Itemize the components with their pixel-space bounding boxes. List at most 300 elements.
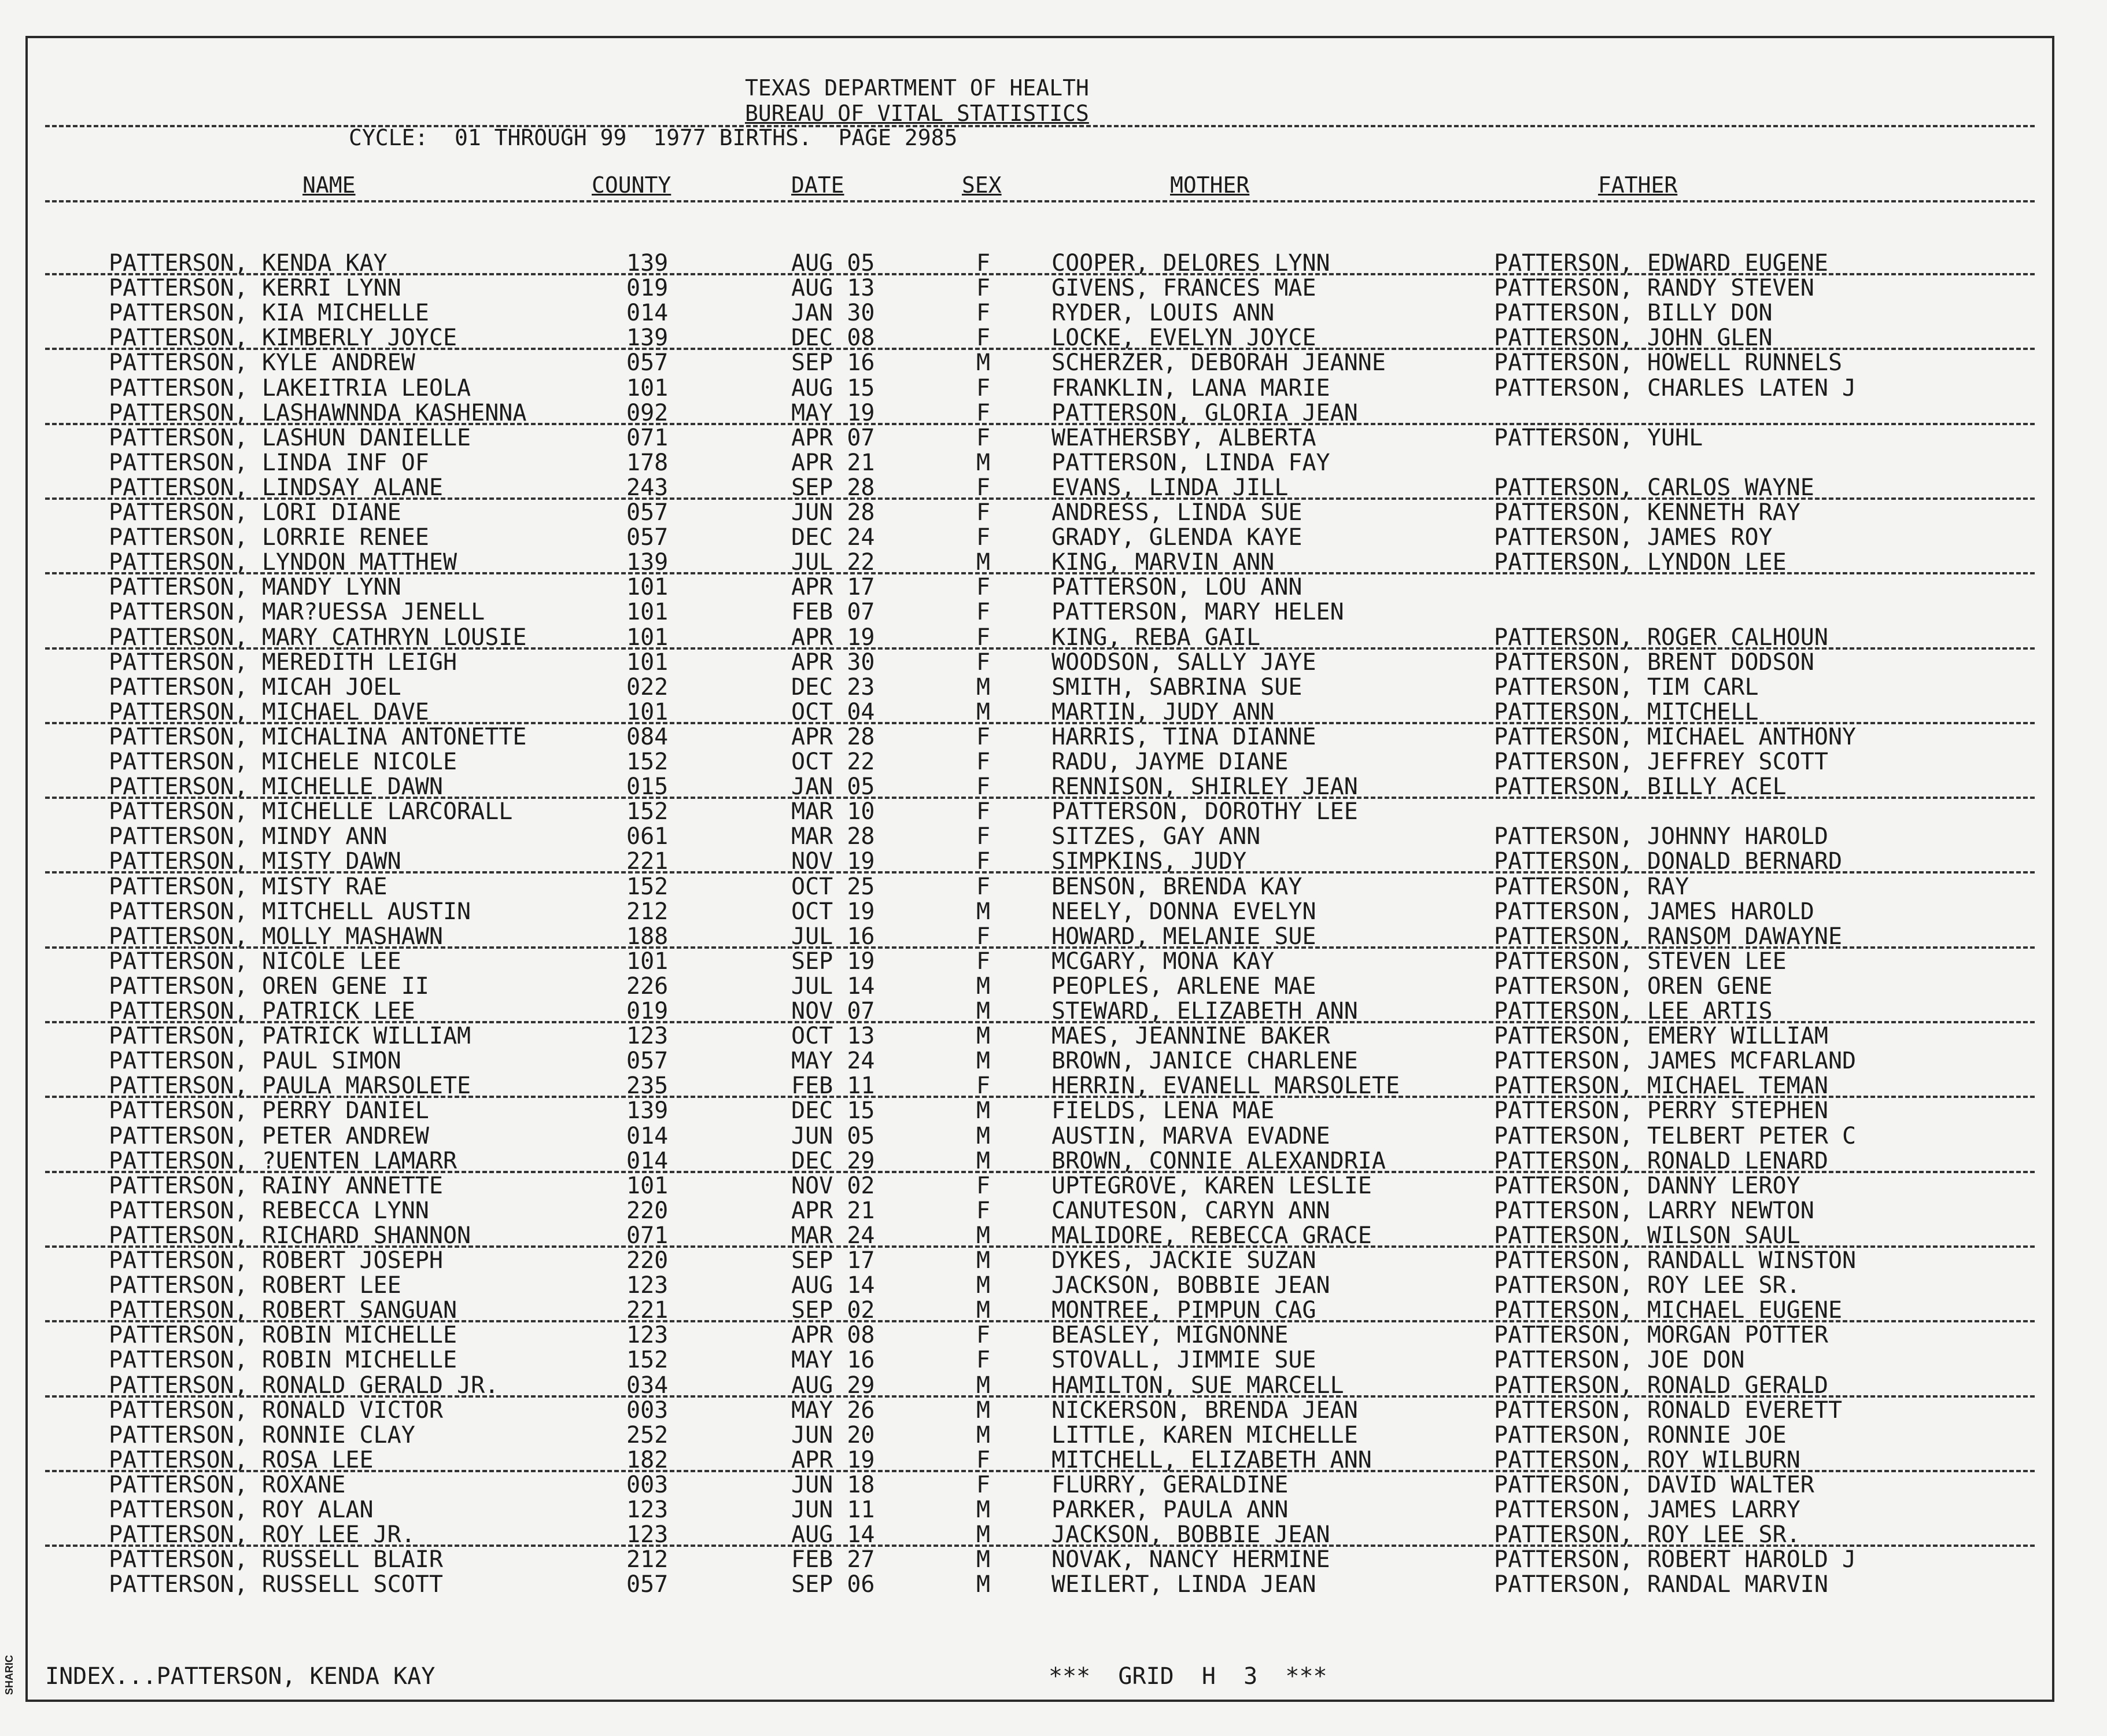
cell-county: 101 (626, 375, 669, 401)
cell-father: PATTERSON, ROGER CALHOUN (1494, 624, 1828, 651)
cell-name: PATTERSON, ROBIN MICHELLE (109, 1322, 457, 1348)
cell-date: AUG 14 (791, 1521, 875, 1548)
cell-name: PATTERSON, KYLE ANDREW (109, 349, 415, 376)
cell-father: PATTERSON, BRENT DODSON (1494, 649, 1814, 676)
table-row (28, 750, 2052, 774)
cell-mother: UPTEGROVE, KAREN LESLIE (1051, 1173, 1372, 1199)
cell-mother: FIELDS, LENA MAE (1051, 1097, 1275, 1124)
table-row (28, 1223, 2052, 1248)
cell-date: JUL 22 (791, 549, 875, 576)
cell-name: PATTERSON, MICHELE NICOLE (109, 749, 457, 775)
cell-mother: HOWARD, MELANIE SUE (1051, 923, 1316, 950)
cell-father: PATTERSON, STEVEN LEE (1494, 948, 1787, 975)
cell-father: PATTERSON, TIM CARL (1494, 674, 1759, 701)
cell-county: 061 (626, 823, 669, 850)
cell-name: PATTERSON, RONALD GERALD JR. (109, 1372, 499, 1399)
table-row (28, 326, 2052, 350)
cell-sex: F (976, 499, 991, 526)
cell-date: NOV 02 (791, 1173, 875, 1199)
cell-county: 057 (626, 1048, 669, 1074)
table-row (28, 1323, 2052, 1347)
cell-date: JUN 05 (791, 1123, 875, 1149)
footer-grid: *** GRID H 3 *** (1049, 1663, 1327, 1690)
table-row (28, 376, 2052, 400)
table-row (28, 1149, 2052, 1173)
cell-sex: M (976, 1247, 991, 1274)
column-header-name: NAME (302, 172, 356, 198)
header-divider-top (45, 125, 2035, 127)
cell-father: PATTERSON, JEFFREY SCOTT (1494, 749, 1828, 775)
cell-county: 123 (626, 1023, 669, 1049)
cell-sex: M (976, 1571, 991, 1598)
cell-father: PATTERSON, ROY LEE SR. (1494, 1272, 1800, 1299)
cell-date: OCT 04 (791, 699, 875, 725)
column-header-date: DATE (791, 172, 844, 198)
cell-mother: SCHERZER, DEBORAH JEANNE (1051, 349, 1386, 376)
cell-county: 139 (626, 1097, 669, 1124)
cell-mother: EVANS, LINDA JILL (1051, 474, 1289, 501)
cell-sex: F (976, 773, 991, 800)
cell-mother: RENNISON, SHIRLEY JEAN (1051, 773, 1358, 800)
cell-county: 019 (626, 275, 669, 301)
cell-date: AUG 05 (791, 250, 875, 277)
cell-date: APR 19 (791, 1447, 875, 1473)
table-row (28, 924, 2052, 949)
cell-father: PATTERSON, DONALD BERNARD (1494, 848, 1843, 875)
header-department: TEXAS DEPARTMENT OF HEALTH (745, 75, 1089, 101)
table-row (28, 1398, 2052, 1422)
cell-name: PATTERSON, NICOLE LEE (109, 948, 401, 975)
cell-mother: PATTERSON, DOROTHY LEE (1051, 798, 1358, 825)
table-row (28, 451, 2052, 475)
cell-mother: STOVALL, JIMMIE SUE (1051, 1347, 1316, 1373)
cell-name: PATTERSON, MANDY LYNN (109, 574, 401, 600)
cell-county: 014 (626, 300, 669, 326)
footer-index: INDEX...PATTERSON, KENDA KAY (45, 1663, 436, 1690)
table-row (28, 525, 2052, 550)
cell-mother: WEILERT, LINDA JEAN (1051, 1571, 1316, 1598)
cell-county: 123 (626, 1497, 669, 1523)
cell-father: PATTERSON, BILLY ACEL (1494, 773, 1787, 800)
cell-county: 057 (626, 349, 669, 376)
cell-mother: BROWN, CONNIE ALEXANDRIA (1051, 1148, 1386, 1174)
cell-date: OCT 13 (791, 1023, 875, 1049)
cell-mother: MONTREE, PIMPUN CAG (1051, 1297, 1316, 1324)
cell-sex: F (976, 1173, 991, 1199)
cell-name: PATTERSON, PETER ANDREW (109, 1123, 429, 1149)
table-row (28, 1024, 2052, 1048)
cell-sex: M (976, 349, 991, 376)
table-row (28, 1572, 2052, 1597)
cell-sex: F (976, 425, 991, 451)
table-row (28, 650, 2052, 675)
cell-date: DEC 24 (791, 524, 875, 551)
cell-name: PATTERSON, PERRY DANIEL (109, 1097, 429, 1124)
cell-sex: F (976, 375, 991, 401)
cell-date: SEP 19 (791, 948, 875, 975)
cell-father: PATTERSON, HOWELL RUNNELS (1494, 349, 1843, 376)
cell-father: PATTERSON, CARLOS WAYNE (1494, 474, 1814, 501)
cell-father: PATTERSON, JOHNNY HAROLD (1494, 823, 1828, 850)
cell-county: 221 (626, 848, 669, 875)
cell-sex: F (976, 1347, 991, 1373)
cell-date: SEP 17 (791, 1247, 875, 1274)
cell-father: PATTERSON, RANDAL MARVIN (1494, 1571, 1828, 1598)
cell-mother: NEELY, DONNA EVELYN (1051, 898, 1316, 925)
cell-mother: LITTLE, KAREN MICHELLE (1051, 1422, 1358, 1448)
cell-mother: NICKERSON, BRENDA JEAN (1051, 1397, 1358, 1424)
cell-name: PATTERSON, ROSA LEE (109, 1447, 374, 1473)
cell-date: OCT 19 (791, 898, 875, 925)
cell-father: PATTERSON, JAMES HAROLD (1494, 898, 1814, 925)
cell-sex: F (976, 724, 991, 750)
cell-father: PATTERSON, CHARLES LATEN J (1494, 375, 1857, 401)
cell-date: FEB 11 (791, 1072, 875, 1099)
cell-mother: PATTERSON, LOU ANN (1051, 574, 1302, 600)
cell-sex: M (976, 1023, 991, 1049)
table-row (28, 1273, 2052, 1298)
table-row (28, 675, 2052, 699)
cell-county: 212 (626, 898, 669, 925)
cell-sex: F (976, 1322, 991, 1348)
cell-name: PATTERSON, RAINY ANNETTE (109, 1173, 443, 1199)
cell-county: 152 (626, 873, 669, 900)
cell-name: PATTERSON, PATRICK WILLIAM (109, 1023, 471, 1049)
cell-father: PATTERSON, DAVID WALTER (1494, 1472, 1814, 1498)
cell-father: PATTERSON, WILSON SAUL (1494, 1222, 1800, 1249)
cell-name: PATTERSON, KENDA KAY (109, 250, 388, 277)
cell-date: FEB 27 (791, 1546, 875, 1573)
cell-county: 139 (626, 549, 669, 576)
column-header-county: COUNTY (592, 172, 671, 198)
cell-mother: CANUTESON, CARYN ANN (1051, 1197, 1330, 1224)
cell-county: 057 (626, 499, 669, 526)
cell-county: 152 (626, 749, 669, 775)
cell-county: 003 (626, 1397, 669, 1424)
table-row (28, 700, 2052, 724)
cell-name: PATTERSON, KIMBERLY JOYCE (109, 325, 457, 351)
table-row (28, 775, 2052, 799)
cell-county: 226 (626, 973, 669, 1000)
cell-mother: HERRIN, EVANELL MARSOLETE (1051, 1072, 1400, 1099)
cell-name: PATTERSON, LORRIE RENEE (109, 524, 429, 551)
cell-name: PATTERSON, LASHAWNNDA KASHENNA (109, 400, 527, 426)
cell-county: 057 (626, 524, 669, 551)
cell-date: AUG 29 (791, 1372, 875, 1399)
cell-sex: M (976, 1497, 991, 1523)
cell-county: 101 (626, 599, 669, 625)
table-row (28, 999, 2052, 1023)
cell-father: PATTERSON, RONALD EVERETT (1494, 1397, 1843, 1424)
cell-mother: SIMPKINS, JUDY (1051, 848, 1247, 875)
cell-sex: M (976, 998, 991, 1024)
cell-mother: RADU, JAYME DIANE (1051, 749, 1289, 775)
table-row (28, 500, 2052, 525)
cell-father: PATTERSON, RONALD GERALD (1494, 1372, 1828, 1399)
cell-sex: F (976, 873, 991, 900)
table-row (28, 1373, 2052, 1398)
cell-sex: M (976, 1372, 991, 1399)
cell-sex: M (976, 1148, 991, 1174)
cell-date: NOV 19 (791, 848, 875, 875)
cell-date: MAY 16 (791, 1347, 875, 1373)
cell-father: PATTERSON, TELBERT PETER C (1494, 1123, 1857, 1149)
cell-mother: GIVENS, FRANCES MAE (1051, 275, 1316, 301)
cell-sex: F (976, 474, 991, 501)
cell-date: APR 21 (791, 449, 875, 476)
cell-sex: F (976, 649, 991, 676)
table-row (28, 849, 2052, 873)
cell-county: 092 (626, 400, 669, 426)
cell-mother: JACKSON, BOBBIE JEAN (1051, 1521, 1330, 1548)
cell-sex: F (976, 250, 991, 277)
cell-sex: F (976, 275, 991, 301)
cell-mother: BROWN, JANICE CHARLENE (1051, 1048, 1358, 1074)
cell-mother: FLURRY, GERALDINE (1051, 1472, 1289, 1498)
cell-date: AUG 13 (791, 275, 875, 301)
cell-mother: JACKSON, BOBBIE JEAN (1051, 1272, 1330, 1299)
cell-sex: M (976, 1048, 991, 1074)
column-header-sex: SEX (962, 172, 1002, 198)
cell-name: PATTERSON, ROBERT LEE (109, 1272, 401, 1299)
cell-name: PATTERSON, ROBERT SANGUAN (109, 1297, 457, 1324)
cell-father: PATTERSON, EMERY WILLIAM (1494, 1023, 1828, 1049)
table-row (28, 974, 2052, 998)
cell-county: 123 (626, 1521, 669, 1548)
cell-father: PATTERSON, MITCHELL (1494, 699, 1759, 725)
cell-county: 152 (626, 1347, 669, 1373)
cell-father: PATTERSON, LEE ARTIS (1494, 998, 1773, 1024)
cell-sex: F (976, 1072, 991, 1099)
table-row (28, 1523, 2052, 1547)
cell-name: PATTERSON, MICHALINA ANTONETTE (109, 724, 527, 750)
cell-mother: BENSON, BRENDA KAY (1051, 873, 1302, 900)
cell-county: 101 (626, 624, 669, 651)
cell-county: 057 (626, 1571, 669, 1598)
table-row (28, 900, 2052, 924)
cell-name: PATTERSON, KERRI LYNN (109, 275, 401, 301)
table-row (28, 1423, 2052, 1447)
cell-father: PATTERSON, OREN GENE (1494, 973, 1773, 1000)
cell-sex: M (976, 1397, 991, 1424)
cell-sex: F (976, 325, 991, 351)
cell-date: SEP 06 (791, 1571, 875, 1598)
cell-county: 101 (626, 649, 669, 676)
cell-mother: WEATHERSBY, ALBERTA (1051, 425, 1316, 451)
table-row (28, 1199, 2052, 1223)
cell-date: SEP 02 (791, 1297, 875, 1324)
cell-name: PATTERSON, PAULA MARSOLETE (109, 1072, 471, 1099)
cell-county: 139 (626, 325, 669, 351)
cell-date: OCT 25 (791, 873, 875, 900)
cell-name: PATTERSON, LASHUN DANIELLE (109, 425, 471, 451)
cell-date: JUN 11 (791, 1497, 875, 1523)
cell-date: DEC 23 (791, 674, 875, 701)
cell-date: APR 19 (791, 624, 875, 651)
cell-date: SEP 16 (791, 349, 875, 376)
cell-name: PATTERSON, REBECCA LYNN (109, 1197, 429, 1224)
cell-father: PATTERSON, JAMES LARRY (1494, 1497, 1800, 1523)
cell-date: APR 07 (791, 425, 875, 451)
cell-sex: F (976, 848, 991, 875)
cell-sex: M (976, 1123, 991, 1149)
table-row (28, 1124, 2052, 1148)
cell-county: 101 (626, 699, 669, 725)
cell-mother: PARKER, PAULA ANN (1051, 1497, 1289, 1523)
cell-mother: MITCHELL, ELIZABETH ANN (1051, 1447, 1372, 1473)
table-row (28, 1248, 2052, 1273)
cell-sex: F (976, 823, 991, 850)
cell-name: PATTERSON, ROY ALAN (109, 1497, 374, 1523)
cell-father: PATTERSON, RONNIE JOE (1494, 1422, 1787, 1448)
cell-mother: FRANKLIN, LANA MARIE (1051, 375, 1330, 401)
cell-name: PATTERSON, PATRICK LEE (109, 998, 415, 1024)
cell-father: PATTERSON, ROY WILBURN (1494, 1447, 1800, 1473)
cell-date: JAN 05 (791, 773, 875, 800)
cell-name: PATTERSON, MITCHELL AUSTIN (109, 898, 471, 925)
cell-name: PATTERSON, LINDSAY ALANE (109, 474, 443, 501)
table-row (28, 625, 2052, 650)
cell-name: PATTERSON, KIA MICHELLE (109, 300, 429, 326)
cell-sex: M (976, 449, 991, 476)
cell-mother: HAMILTON, SUE MARCELL (1051, 1372, 1344, 1399)
cell-name: PATTERSON, ?UENTEN LAMARR (109, 1148, 457, 1174)
cell-sex: M (976, 973, 991, 1000)
cell-mother: DYKES, JACKIE SUZAN (1051, 1247, 1316, 1274)
cell-father: PATTERSON, LYNDON LEE (1494, 549, 1787, 576)
cell-name: PATTERSON, MEREDITH LEIGH (109, 649, 457, 676)
table-row (28, 799, 2052, 824)
cell-father: PATTERSON, RANDALL WINSTON (1494, 1247, 1857, 1274)
cell-father: PATTERSON, MICHAEL TEMAN (1494, 1072, 1828, 1099)
cell-date: APR 28 (791, 724, 875, 750)
cell-mother: SITZES, GAY ANN (1051, 823, 1261, 850)
cell-mother: MALIDORE, REBECCA GRACE (1051, 1222, 1372, 1249)
document-frame (25, 36, 2054, 1702)
cell-date: AUG 15 (791, 375, 875, 401)
cell-father: PATTERSON, YUHL (1494, 425, 1703, 451)
column-header-father: FATHER (1598, 172, 1678, 198)
cell-sex: F (976, 1197, 991, 1224)
cell-sex: F (976, 923, 991, 950)
cell-father: PATTERSON, PERRY STEPHEN (1494, 1097, 1828, 1124)
cell-name: PATTERSON, RONALD VICTOR (109, 1397, 443, 1424)
cell-mother: LOCKE, EVELYN JOYCE (1051, 325, 1316, 351)
cell-date: MAR 10 (791, 798, 875, 825)
cell-father: PATTERSON, RAY (1494, 873, 1689, 900)
cell-mother: GRADY, GLENDA KAYE (1051, 524, 1302, 551)
cell-county: 243 (626, 474, 669, 501)
cell-county: 220 (626, 1247, 669, 1274)
cell-father: PATTERSON, LARRY NEWTON (1494, 1197, 1814, 1224)
cell-mother: PEOPLES, ARLENE MAE (1051, 973, 1316, 1000)
cell-county: 071 (626, 425, 669, 451)
cell-father: PATTERSON, DANNY LEROY (1494, 1173, 1800, 1199)
cell-county: 235 (626, 1072, 669, 1099)
cell-mother: PATTERSON, LINDA FAY (1051, 449, 1330, 476)
side-label: SHARIC (3, 1654, 15, 1695)
cell-county: 014 (626, 1148, 669, 1174)
cell-county: 014 (626, 1123, 669, 1149)
cell-father: PATTERSON, MORGAN POTTER (1494, 1322, 1828, 1348)
cell-sex: M (976, 898, 991, 925)
cell-sex: M (976, 1546, 991, 1573)
table-row (28, 575, 2052, 599)
table-row (28, 1498, 2052, 1522)
cell-name: PATTERSON, ROBIN MICHELLE (109, 1347, 457, 1373)
cell-county: 022 (626, 674, 669, 701)
cell-mother: PATTERSON, GLORIA JEAN (1051, 400, 1358, 426)
table-row (28, 301, 2052, 325)
column-header-divider (45, 200, 2035, 202)
cell-date: DEC 15 (791, 1097, 875, 1124)
cell-date: JUL 16 (791, 923, 875, 950)
table-row (28, 600, 2052, 624)
cell-sex: F (976, 599, 991, 625)
cell-name: PATTERSON, MAR?UESSA JENELL (109, 599, 485, 625)
cell-county: 139 (626, 250, 669, 277)
cell-mother: AUSTIN, MARVA EVADNE (1051, 1123, 1330, 1149)
cell-sex: M (976, 699, 991, 725)
cell-date: MAY 26 (791, 1397, 875, 1424)
cell-sex: F (976, 624, 991, 651)
cell-date: JUN 28 (791, 499, 875, 526)
cell-name: PATTERSON, LYNDON MATTHEW (109, 549, 457, 576)
table-row (28, 1348, 2052, 1372)
column-header-mother: MOTHER (1170, 172, 1250, 198)
cell-name: PATTERSON, RONNIE CLAY (109, 1422, 415, 1448)
cell-county: 034 (626, 1372, 669, 1399)
table-row (28, 1174, 2052, 1198)
table-row (28, 949, 2052, 974)
cell-mother: MCGARY, MONA KAY (1051, 948, 1275, 975)
cell-sex: M (976, 1297, 991, 1324)
cell-mother: KING, REBA GAIL (1051, 624, 1261, 651)
table-row (28, 351, 2052, 375)
cell-sex: M (976, 1222, 991, 1249)
cell-date: APR 08 (791, 1322, 875, 1348)
cell-date: AUG 14 (791, 1272, 875, 1299)
cell-mother: PATTERSON, MARY HELEN (1051, 599, 1344, 625)
cell-name: PATTERSON, LAKEITRIA LEOLA (109, 375, 471, 401)
cell-father: PATTERSON, ROY LEE SR. (1494, 1521, 1800, 1548)
cell-date: DEC 08 (791, 325, 875, 351)
cell-father: PATTERSON, RANSOM DAWAYNE (1494, 923, 1843, 950)
table-row (28, 401, 2052, 425)
cell-date: SEP 28 (791, 474, 875, 501)
cell-mother: NOVAK, NANCY HERMINE (1051, 1546, 1330, 1573)
cell-sex: M (976, 1422, 991, 1448)
cell-sex: F (976, 948, 991, 975)
cell-name: PATTERSON, ROY LEE JR. (109, 1521, 415, 1548)
table-row (28, 251, 2052, 275)
cell-father: PATTERSON, JOE DON (1494, 1347, 1745, 1373)
cell-name: PATTERSON, MINDY ANN (109, 823, 388, 850)
cell-county: 212 (626, 1546, 669, 1573)
cell-name: PATTERSON, RUSSELL SCOTT (109, 1571, 443, 1598)
cell-date: NOV 07 (791, 998, 875, 1024)
cell-father: PATTERSON, MICHAEL ANTHONY (1494, 724, 1857, 750)
table-row (28, 725, 2052, 749)
cell-date: JUL 14 (791, 973, 875, 1000)
cell-county: 252 (626, 1422, 669, 1448)
cell-mother: COOPER, DELORES LYNN (1051, 250, 1330, 277)
cell-name: PATTERSON, MARY CATHRYN LOUSIE (109, 624, 527, 651)
cell-county: 188 (626, 923, 669, 950)
table-row (28, 426, 2052, 450)
table-row (28, 1448, 2052, 1472)
cell-date: DEC 29 (791, 1148, 875, 1174)
